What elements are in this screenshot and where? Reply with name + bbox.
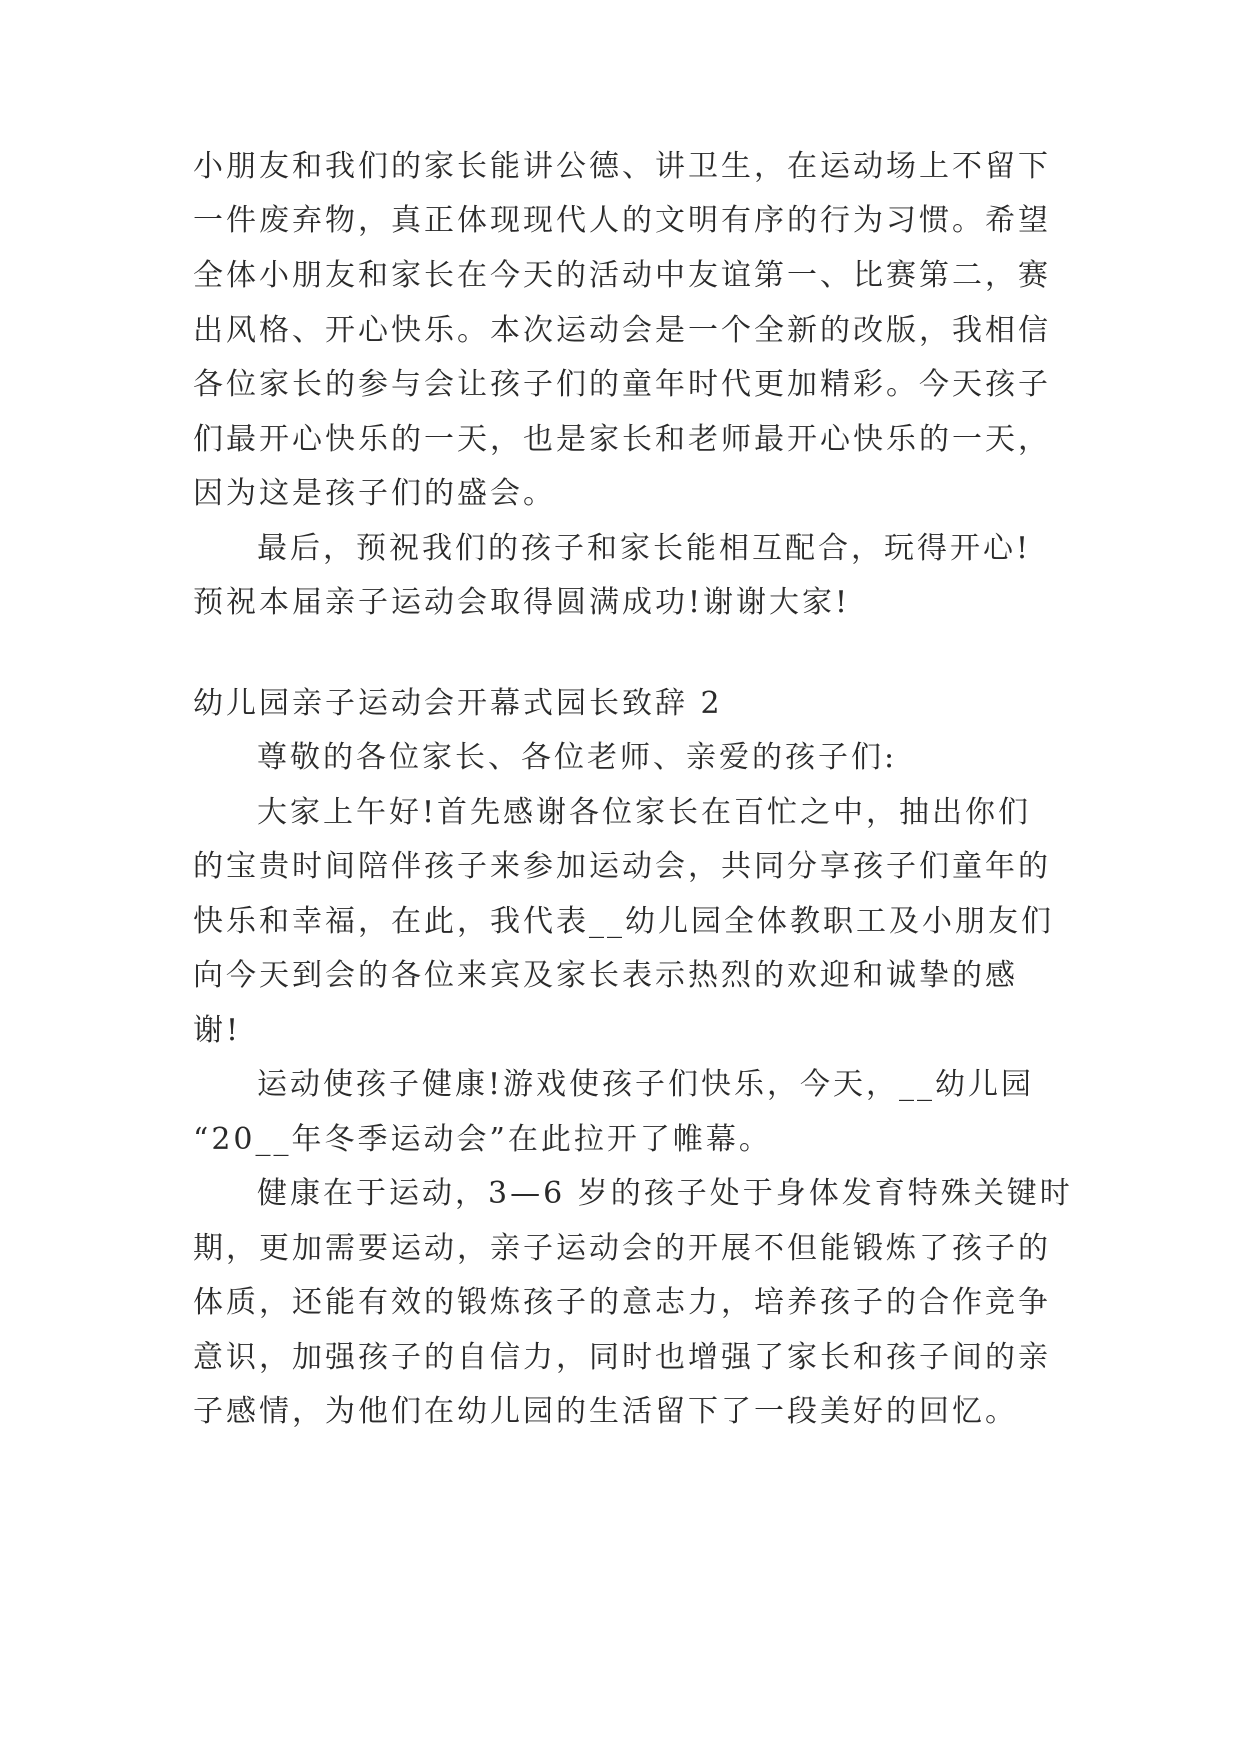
paragraph-line: 体质，还能有效的锻炼孩子的意志力，培养孩子的合作竞争: [193, 1285, 1051, 1320]
paragraph-line: 运动使孩子健康!游戏使孩子们快乐，今天，__幼儿园: [257, 1067, 1035, 1102]
paragraph-line: 大家上午好!首先感谢各位家长在百忙之中，抽出你们: [257, 795, 1032, 830]
paragraph-line: 小朋友和我们的家长能讲公德、讲卫生，在运动场上不留下: [193, 149, 1051, 184]
paragraph-line: 快乐和幸福，在此，我代表__幼儿园全体教职工及小朋友们: [193, 904, 1054, 939]
paragraph-line: 健康在于运动，3—6 岁的孩子处于身体发育特殊关键时: [257, 1176, 1073, 1211]
section-heading: 幼儿园亲子运动会开幕式园长致辞 2: [193, 686, 723, 721]
paragraph-line: 意识，加强孩子的自信力，同时也增强了家长和孩子间的亲: [193, 1340, 1051, 1375]
paragraph-line: 因为这是孩子们的盛会。: [193, 476, 556, 511]
paragraph-line: 子感情，为他们在幼儿园的生活留下了一段美好的回忆。: [193, 1394, 1018, 1429]
paragraph-line: “20__年冬季运动会”在此拉开了帷幕。: [193, 1122, 772, 1157]
closing-line: 最后，预祝我们的孩子和家长能相互配合，玩得开心!: [257, 531, 1032, 566]
paragraph-line: 出风格、开心快乐。本次运动会是一个全新的改版，我相信: [193, 313, 1051, 348]
salutation: 尊敬的各位家长、各位老师、亲爱的孩子们:: [257, 740, 898, 775]
paragraph-line: 谢!: [193, 1013, 242, 1048]
paragraph-line: 一件废弃物，真正体现现代人的文明有序的行为习惯。希望: [193, 203, 1051, 238]
paragraph-line: 各位家长的参与会让孩子们的童年时代更加精彩。今天孩子: [193, 367, 1051, 402]
paragraph-line: 的宝贵时间陪伴孩子来参加运动会，共同分享孩子们童年的: [193, 849, 1051, 884]
paragraph-line: 期，更加需要运动，亲子运动会的开展不但能锻炼了孩子的: [193, 1231, 1051, 1266]
paragraph-line: 们最开心快乐的一天，也是家长和老师最开心快乐的一天，: [193, 422, 1051, 457]
paragraph-line: 向今天到会的各位来宾及家长表示热烈的欢迎和诚挚的感: [193, 958, 1018, 993]
closing-line: 预祝本届亲子运动会取得圆满成功!谢谢大家!: [193, 585, 851, 620]
paragraph-line: 全体小朋友和家长在今天的活动中友谊第一、比赛第二，赛: [193, 258, 1051, 293]
